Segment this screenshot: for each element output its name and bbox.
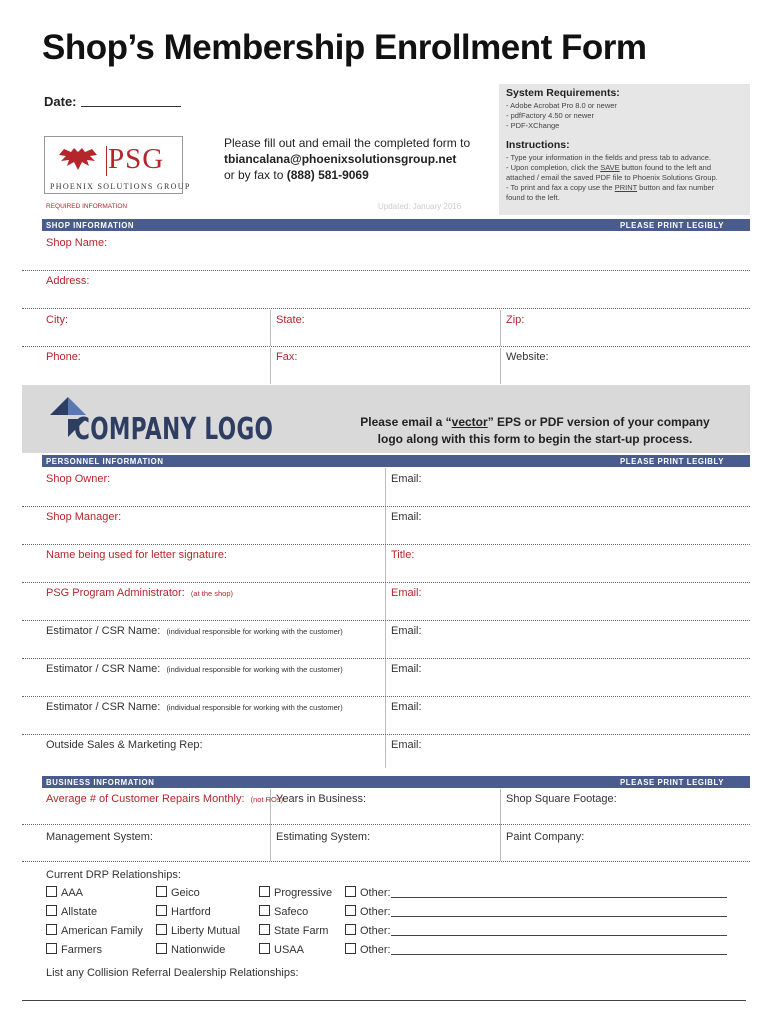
checkbox-icon[interactable] [345, 943, 356, 954]
estimator-label: Estimator / CSR Name: (individual responsible for working with the customer) [46, 625, 343, 637]
instruction-line: - Type your information in the fields and press tab to advance. [506, 153, 711, 162]
checkbox-icon[interactable] [156, 924, 167, 935]
psg-admin-field[interactable] [22, 620, 750, 621]
website-label: Website: [506, 351, 549, 363]
email-label: Email: [391, 739, 422, 751]
checkbox-geico[interactable]: Geico [156, 886, 200, 899]
checkbox-nationwide[interactable]: Nationwide [156, 943, 225, 956]
shop-manager-field[interactable] [22, 544, 750, 545]
phone-label: Phone: [46, 351, 81, 363]
band-title: BUSINESS INFORMATION [46, 778, 155, 787]
address-field[interactable] [22, 308, 750, 309]
state-label: State: [276, 314, 305, 326]
checkbox-other[interactable]: Other: [345, 905, 391, 918]
title-label: Title: [391, 549, 415, 561]
logo-divider [106, 146, 107, 176]
checkbox-usaa[interactable]: USAA [259, 943, 304, 956]
instruction-line: - To print and fax a copy use the PRINT button and fax number [506, 183, 715, 192]
collision-referral-label: List any Collision Referral Dealership Relationships: [46, 967, 299, 979]
band-title: PERSONNEL INFORMATION [46, 457, 164, 466]
submit-instructions: Please fill out and email the completed form to [224, 136, 471, 150]
checkbox-farmers[interactable]: Farmers [46, 943, 102, 956]
divider [500, 789, 501, 861]
checkbox-icon[interactable] [156, 943, 167, 954]
email-label: Email: [391, 587, 422, 599]
other-field[interactable] [391, 897, 727, 898]
fax-label: Fax: [276, 351, 298, 363]
print-legibly-note: PLEASE PRINT LEGIBLY [620, 778, 724, 787]
instructions-heading: Instructions: [506, 139, 570, 151]
company-logo-message: Please email a “vector” EPS or PDF version of your company logo along with this form to begin the start-up process. [360, 415, 710, 446]
mgmt-system-label: Management System: [46, 831, 153, 843]
business-row-field[interactable] [22, 861, 750, 862]
email-label: Email: [391, 663, 422, 675]
checkbox-icon[interactable] [259, 905, 270, 916]
submit-fax [224, 168, 369, 182]
checkbox-allstate[interactable]: Allstate [46, 905, 97, 918]
email-label: Email: [391, 511, 422, 523]
page-title: Shop’s Membership Enrollment Form [42, 28, 647, 67]
checkbox-hartford[interactable]: Hartford [156, 905, 211, 918]
shop-name-label: Shop Name: [46, 237, 108, 249]
signature-name-label: Name being used for letter signature: [46, 549, 227, 561]
business-row-field[interactable] [22, 824, 750, 825]
zip-label: Zip: [506, 314, 525, 326]
system-requirement-item: - pdfFactory 4.50 or newer [506, 111, 594, 120]
instruction-line: attached / email the saved PDF file to Phoenix Solutions Group. [506, 173, 718, 182]
shop-owner-label: Shop Owner: [46, 473, 111, 485]
checkbox-icon[interactable] [156, 905, 167, 916]
company-logo-placeholder: COMPANY LOGO [74, 412, 274, 447]
checkbox-icon[interactable] [259, 924, 270, 935]
business-info-band [42, 776, 750, 788]
shop-manager-label: Shop Manager: [46, 511, 122, 523]
updated-date: Updated: January 2016 [378, 202, 462, 211]
system-requirement-item: - PDF-XChange [506, 121, 560, 130]
shop-name-field[interactable] [22, 270, 750, 271]
instruction-line: - Upon completion, click the SAVE button found to the left and [506, 163, 711, 172]
psg-logo-subtitle: PHOENIX SOLUTIONS GROUP [50, 182, 191, 191]
outside-sales-label: Outside Sales & Marketing Rep: [46, 739, 203, 751]
divider [500, 310, 501, 346]
checkbox-icon[interactable] [259, 886, 270, 897]
checkbox-icon[interactable] [46, 943, 57, 954]
years-in-business-label: Years in Business: [276, 793, 367, 805]
band-title: SHOP INFORMATION [46, 221, 135, 230]
checkbox-liberty-mutual[interactable]: Liberty Mutual [156, 924, 240, 937]
personnel-info-band [42, 455, 750, 467]
fax-prefix: or by fax to [224, 168, 284, 182]
address-label: Address: [46, 275, 90, 287]
paint-company-label: Paint Company: [506, 831, 585, 843]
instruction-line: found to the left. [506, 193, 560, 202]
email-label: Email: [391, 701, 422, 713]
checkbox-icon[interactable] [46, 924, 57, 935]
checkbox-state-farm[interactable]: State Farm [259, 924, 328, 937]
shop-owner-field[interactable] [22, 506, 750, 507]
checkbox-icon[interactable] [156, 886, 167, 897]
other-field[interactable] [391, 935, 727, 936]
checkbox-icon[interactable] [259, 943, 270, 954]
checkbox-icon[interactable] [345, 924, 356, 935]
estimator-field[interactable] [22, 696, 750, 697]
divider [270, 348, 271, 384]
estimator-label: Estimator / CSR Name: (individual responsible for working with the customer) [46, 663, 343, 675]
print-legibly-note: PLEASE PRINT LEGIBLY [620, 457, 724, 466]
system-requirements-heading: System Requirements: [506, 87, 620, 99]
divider [270, 310, 271, 346]
checkbox-other[interactable]: Other: [345, 924, 391, 937]
signature-name-field[interactable] [22, 582, 750, 583]
checkbox-icon[interactable] [46, 886, 57, 897]
estimating-system-label: Estimating System: [276, 831, 371, 843]
estimator-field[interactable] [22, 658, 750, 659]
system-requirement-item: - Adobe Acrobat Pro 8.0 or newer [506, 101, 617, 110]
checkbox-safeco[interactable]: Safeco [259, 905, 308, 918]
estimator-field[interactable] [22, 734, 750, 735]
checkbox-icon[interactable] [345, 886, 356, 897]
checkbox-icon[interactable] [345, 905, 356, 916]
divider [385, 468, 386, 768]
checkbox-other[interactable]: Other: [345, 943, 391, 956]
fax-number: (888) 581-9069 [286, 168, 369, 182]
estimator-label: Estimator / CSR Name: (individual responsible for working with the customer) [46, 701, 343, 713]
other-field[interactable] [391, 916, 727, 917]
shop-sqft-label: Shop Square Footage: [506, 793, 617, 805]
divider [500, 348, 501, 384]
avg-repairs-label: Average # of Customer Repairs Monthly: (not ROs) [46, 793, 284, 805]
date-field[interactable] [81, 106, 181, 107]
shop-info-band [42, 219, 750, 231]
checkbox-other[interactable]: Other: [345, 886, 391, 899]
psg-logo-text: PSG [108, 143, 165, 175]
email-label: Email: [391, 625, 422, 637]
drp-label: Current DRP Relationships: [46, 869, 181, 881]
email-label: Email: [391, 473, 422, 485]
submit-email[interactable]: tbiancalana@phoenixsolutionsgroup.net [224, 152, 457, 166]
checkbox-american-family[interactable]: American Family [46, 924, 143, 937]
required-info-note: REQUIRED INFORMATION [46, 203, 128, 210]
checkbox-progressive[interactable]: Progressive [259, 886, 332, 899]
checkbox-icon[interactable] [46, 905, 57, 916]
city-state-zip-field[interactable] [22, 346, 750, 347]
print-legibly-note: PLEASE PRINT LEGIBLY [620, 221, 724, 230]
date-label: Date: [44, 94, 77, 109]
psg-admin-label: PSG Program Administrator: (at the shop) [46, 587, 234, 599]
phoenix-eagle-icon [56, 146, 100, 174]
city-label: City: [46, 314, 68, 326]
other-field[interactable] [391, 954, 727, 955]
checkbox-aaa[interactable]: AAA [46, 886, 83, 899]
collision-referral-field[interactable] [22, 1000, 746, 1001]
